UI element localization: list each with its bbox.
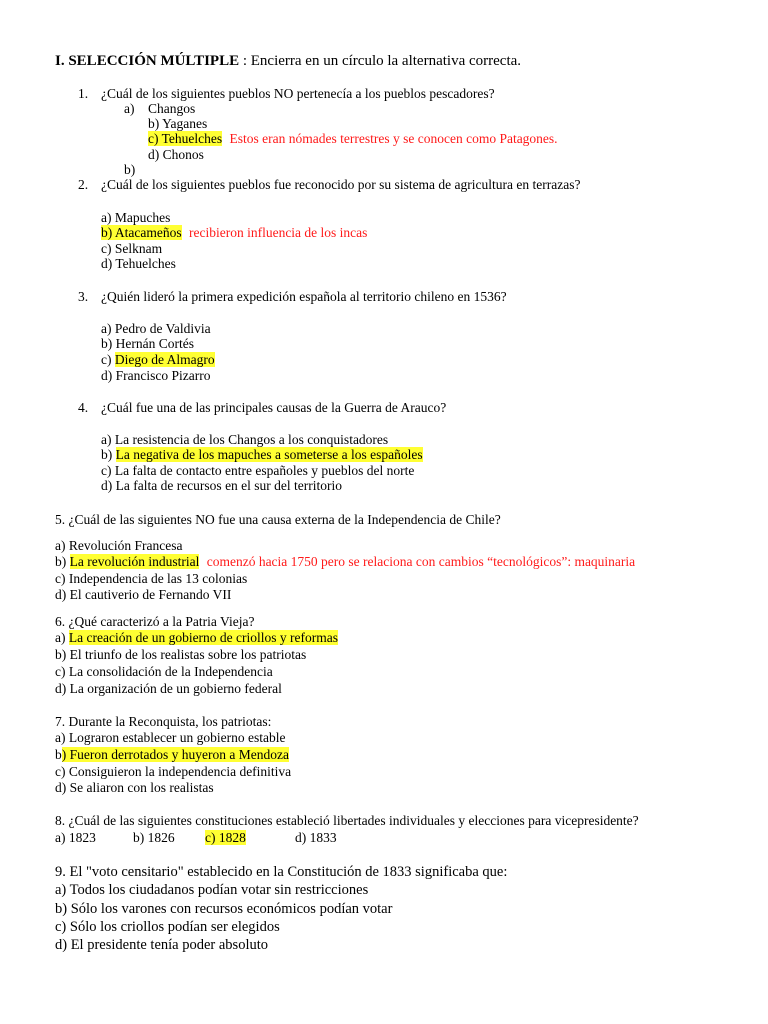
question-6-number: 6. — [55, 614, 66, 629]
q1-option-d: d) Chonos — [148, 147, 204, 162]
q2-option-c: c) Selknam — [101, 241, 163, 256]
q5-option-c: c) Independencia de las 13 colonias — [55, 571, 248, 586]
q4-option-b-row — [101, 447, 423, 463]
q3-option-d: d) Francisco Pizarro — [101, 368, 211, 383]
question-4-number: 4. — [78, 400, 89, 415]
section-title: I. SELECCIÓN MÚLTIPLE — [55, 53, 240, 69]
q7-option-c: c) Consiguieron la independencia definitiva — [55, 764, 292, 779]
q8-option-b: b) 1826 — [133, 830, 175, 845]
q5-option-b-highlighted: La revolución industrial — [69, 554, 200, 569]
question-3-number: 3. — [78, 289, 89, 304]
q7-option-a: a) Lograron establecer un gobierno estable — [55, 730, 286, 745]
question-5-text: ¿Cuál de las siguientes NO fue una causa externa de la Independencia de Chile? — [68, 512, 501, 527]
q7-option-b-label: b — [55, 747, 62, 762]
question-7-number: 7. — [55, 714, 66, 729]
q7-option-d: d) Se aliaron con los realistas — [55, 780, 214, 795]
q5-option-b-note: comenzó hacia 1750 pero se relaciona con cambios “tecnológicos”: maquinaria — [206, 554, 636, 569]
q6-option-d: d) La organización de un gobierno federal — [55, 681, 282, 696]
question-8-text: ¿Cuál de las siguientes constituciones estableció libertades individuales y elecciones para vicepresidente? — [68, 813, 639, 828]
q9-option-c: c) Sólo los criollos podían ser elegidos — [55, 919, 280, 935]
q9-option-d: d) El presidente tenía poder absoluto — [55, 937, 269, 953]
q1-option-c-row — [148, 131, 558, 147]
q8-option-c-highlighted: c) 1828 — [205, 830, 246, 845]
q8-option-d: d) 1833 — [295, 830, 337, 845]
q1-stray-label: b) — [124, 162, 136, 177]
q8-option-a: a) 1823 — [55, 830, 96, 845]
q3-option-c-row — [101, 352, 215, 368]
q3-option-c-label: c) — [101, 352, 112, 367]
question-2-number: 2. — [78, 177, 89, 192]
q2-option-d: d) Tehuelches — [101, 256, 176, 271]
question-7-text: Durante la Reconquista, los patriotas: — [68, 714, 272, 729]
q5-option-d: d) El cautiverio de Fernando VII — [55, 587, 232, 602]
q1-option-a: Changos — [148, 101, 196, 116]
question-5 — [55, 512, 501, 528]
question-5-number: 5. — [55, 512, 66, 527]
q3-option-c-highlighted: Diego de Almagro — [114, 352, 215, 367]
question-1-number: 1. — [78, 86, 89, 101]
q4-option-b-highlighted: La negativa de los mapuches a someterse a los españoles — [115, 447, 423, 462]
question-9-text: El "voto censitario" establecido en la Constitución de 1833 significaba que: — [69, 864, 508, 880]
question-9-number: 9. — [55, 864, 66, 880]
question-3-text: ¿Quién lideró la primera expedición española al territorio chileno en 1536? — [101, 289, 507, 304]
q6-option-c: c) La consolidación de la Independencia — [55, 664, 273, 679]
q4-option-b-label: b) — [101, 447, 113, 462]
q1-option-c-highlighted: c) Tehuelches — [148, 131, 223, 146]
q8-option-c — [205, 830, 246, 846]
section-header — [55, 52, 521, 70]
question-8 — [55, 813, 639, 829]
q2-option-a: a) Mapuches — [101, 210, 171, 225]
q1-option-a-label: a) — [124, 101, 135, 116]
question-8-number: 8. — [55, 813, 66, 828]
q7-option-b-highlighted: ) Fueron derrotados y huyeron a Mendoza — [61, 747, 289, 762]
question-6 — [55, 614, 254, 630]
section-instruction: : Encierra en un círculo la alternativa correcta. — [242, 53, 522, 69]
q5-option-b-label: b) — [55, 554, 67, 569]
q6-option-a-highlighted: La creación de un gobierno de criollos y reformas — [68, 630, 339, 645]
q4-option-d: d) La falta de recursos en el sur del territorio — [101, 478, 343, 493]
q9-option-a: a) Todos los ciudadanos podían votar sin restricciones — [55, 882, 369, 898]
q6-option-a-label: a) — [55, 630, 66, 645]
question-7 — [55, 714, 271, 730]
question-9 — [55, 863, 507, 881]
q1-option-c-note: Estos eran nómades terrestres y se conocen como Patagones. — [229, 131, 558, 146]
q2-option-b-note: recibieron influencia de los incas — [188, 225, 368, 240]
q4-option-a: a) La resistencia de los Changos a los conquistadores — [101, 432, 389, 447]
q6-option-a-row — [55, 630, 338, 646]
question-1-text: ¿Cuál de los siguientes pueblos NO pertenecía a los pueblos pescadores? — [101, 86, 495, 101]
q7-option-b-row — [55, 747, 289, 763]
q2-option-b-row — [101, 225, 367, 241]
q5-option-b-row — [55, 554, 635, 570]
q2-option-b-highlighted: b) Atacameños — [101, 225, 182, 240]
q5-option-a: a) Revolución Francesa — [55, 538, 183, 553]
q1-option-b: b) Yaganes — [148, 116, 208, 131]
question-6-text: ¿Qué caracterizó a la Patria Vieja? — [68, 614, 255, 629]
q6-option-b: b) El triunfo de los realistas sobre los patriotas — [55, 647, 307, 662]
q9-option-b: b) Sólo los varones con recursos económicos podían votar — [55, 901, 393, 917]
q4-option-c: c) La falta de contacto entre españoles y pueblos del norte — [101, 463, 415, 478]
question-2-text: ¿Cuál de los siguientes pueblos fue reconocido por su sistema de agricultura en terrazas? — [101, 177, 581, 192]
question-4-text: ¿Cuál fue una de las principales causas de la Guerra de Arauco? — [101, 400, 447, 415]
q3-option-a: a) Pedro de Valdivia — [101, 321, 211, 336]
q3-option-b: b) Hernán Cortés — [101, 336, 194, 351]
